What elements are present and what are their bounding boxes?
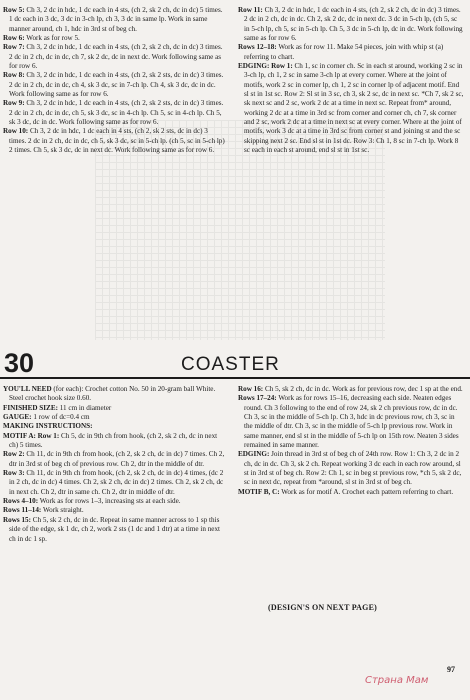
instruction-label: MOTIF A: Row 1: <box>3 431 60 440</box>
instruction-text: Work straight. <box>41 506 84 515</box>
instruction-paragraph <box>3 506 226 515</box>
instruction-paragraph <box>3 34 226 43</box>
instruction-label: Rows 11–14: <box>3 506 42 515</box>
instructions-column-bottom-left <box>3 385 226 544</box>
instructions-column-top-left <box>3 6 226 156</box>
instruction-paragraph <box>3 469 226 497</box>
instruction-paragraph <box>3 497 226 506</box>
pattern-number: 30 <box>4 348 35 378</box>
instruction-paragraph <box>238 450 464 487</box>
instruction-paragraph <box>238 488 464 497</box>
instruction-label: Rows 12–18: <box>238 43 277 52</box>
instruction-paragraph <box>3 43 226 71</box>
instruction-paragraph <box>3 404 226 413</box>
instruction-label: Rows 15: <box>3 515 31 524</box>
instructions-column-top-right <box>238 6 464 156</box>
instruction-text: Ch 3, 2 dc in hdc, 1 dc each in 4 sts, (ch 2, sk 2 sts, dc in dc) 3 times. 2 dc in 2 ch, dc in dc, ch 4, sk 3 dc, sc in 7-ch lp. Ch 4, sk 3 dc, dc in dc. Work following same as for row 6. <box>9 71 224 99</box>
continued-note: (DESIGN'S ON NEXT PAGE) <box>268 603 377 612</box>
instruction-paragraph <box>238 394 464 450</box>
instruction-paragraph <box>238 62 464 155</box>
instruction-label: GAUGE: <box>3 413 32 422</box>
instruction-paragraph <box>3 432 226 451</box>
instruction-text: Work as for row 5. <box>24 34 80 43</box>
instruction-paragraph <box>3 422 226 431</box>
instruction-label: EDGING: <box>238 450 270 459</box>
instruction-label: Row 2: <box>3 450 25 459</box>
instruction-label: Row 7: <box>3 43 25 52</box>
instruction-text: 11 cm in diameter <box>57 403 112 412</box>
instruction-text: Ch 3, 2 dc in hdc, 1 dc each in 4 sts, (ch 2, sk 2 ch, dc in dc) 3 times. 2 dc in 2 ch, dc in dc, ch 7, sk 2 dc, dc in next dc. Work following same as for row 6. <box>9 43 223 71</box>
instructions-column-bottom-right <box>238 385 464 497</box>
instruction-label: EDGING: Row 1: <box>238 62 293 71</box>
instruction-text: Join thread in 3rd st of beg ch of 24th row. Row 1: Ch 3, 2 dc in 2 ch, dc in dc. Ch 3, sk 2 ch. Repeat working 3 dc each in each row around, sl st in 3rd st of beg ch. Row 2: Ch 1, sc in beg st previous row, *ch 5, sk 2 dc, sc in next dc, repeat from *around, sl st in 3rd st of beg ch. <box>244 450 462 487</box>
instruction-text: Ch 3, 2 dc in hdc, 1 dc each in 4 sts, (ch 2, sk 2 sts, dc in dc) 3 times. 2 dc in 2 ch, dc in dc, ch 5, sk 3 dc, sc in 4-ch lp. Ch 5, sc in 4-ch lp. Ch 5, sk 3 dc, dc in dc. Work following same as for row 6. <box>9 99 224 127</box>
instruction-paragraph <box>3 385 226 404</box>
instruction-label: Row 6: <box>3 34 25 43</box>
instruction-label: Row 16: <box>238 385 264 393</box>
instruction-label: Row 5: <box>3 6 25 14</box>
instruction-label: Row 9: <box>3 99 25 108</box>
instruction-text: 1 row of dc=0.4 cm <box>31 413 90 422</box>
instruction-text: Ch 5, sk 2 ch, dc in dc. Work as for previous row, dec 1 sp at the end. <box>263 385 463 393</box>
instruction-paragraph <box>3 6 226 34</box>
instruction-label: Rows 4–10: <box>3 497 39 506</box>
watermark-logo: Страна Мам <box>365 675 429 686</box>
instruction-label: MAKING INSTRUCTIONS: <box>3 422 93 431</box>
instruction-text: Ch 3, 2 dc in hdc, 1 dc each in 4 sts, (ch 2, sk 2 ch, dc in dc) 3 times. 2 dc in 2 ch, dc in dc. Ch 2, sk 2 dc, dc in next dc. 3 dc in 5-ch lp, (ch 5, sc in 5-ch lp, ch 5, sc in 5-ch lp. Ch 5, 3 dc in 5-ch lp, dc in dc. Work following same as for row 6. <box>244 6 463 43</box>
instruction-label: Row 10: <box>3 127 29 136</box>
instruction-paragraph <box>3 99 226 127</box>
instruction-label: Row 11: <box>238 6 263 14</box>
instruction-text: Ch 3, 2 dc in hdc, 1 dc each in 4 sts, (ch 2, sk 2 ch, dc in dc) 5 times. 1 dc each in 3 dc, 3 dc in 3-ch lp, ch 3, 3 dc in same lp. Work in same manner around, ch 1, hdc in 3rd st of beg ch. <box>9 6 223 33</box>
instruction-text: Work as for rows 1–3, increasing sts at each side. <box>38 497 181 506</box>
instruction-label: Rows 17–24: <box>238 394 277 403</box>
section-divider <box>0 377 470 379</box>
instruction-label: FINISHED SIZE: <box>3 403 58 412</box>
instruction-label: Row 3: <box>3 469 25 478</box>
instruction-text: Ch 11, dc in 9th ch from hook, (ch 2, sk 2 ch, dc in dc) 7 times. Ch 2, dtr in 3rd st of beg ch of previous row. Ch 2, dtr in the middle of dtr. <box>9 450 225 468</box>
instruction-text: (for each): Crochet cotton No. 50 in 20-gram ball White. Steel crochet hook size 0.60. <box>9 385 216 403</box>
instruction-paragraph <box>238 43 464 62</box>
instruction-paragraph <box>238 6 464 43</box>
instruction-paragraph <box>238 385 464 394</box>
instruction-text: Ch 1, sc in corner ch. Sc in each st around, working 2 sc in 3-ch lp, ch 1, 2 sc in same 3-ch lp at every corner. Where at the joint of motifs, work 2 sc in corner lp, ch 1, 2 sc in corner lp of adjacent motif. End sl st in 1st sc. Row 2: Sl st in 3 sc, ch 3, sk 2 sc, dc in next sc. *Ch 7, sk 2 sc, sk next sc and 2 sc, work 2 dc at a time in next sc. Repeat from* around, working 2 dc at a time in 3rd sc from corner and corner ch, ch 7, sk corner and 2 sc, work 2 dc at a time in next sc at every corner. Where at the joint of motifs, work 3 dc at a time in 3rd sc from corner st and joining st and the sc skipping next 2 sc. End sl st in 1st dc. Row 3: Ch 1, 8 sc in 7-ch lp. Work 8 sc each in each st around, end sl st in 1st sc. <box>244 62 464 155</box>
page-number: 97 <box>447 665 455 674</box>
instruction-paragraph <box>3 71 226 99</box>
instruction-label: YOU'LL NEED <box>3 385 52 393</box>
instruction-text: Work as for motif A. Crochet each pattern referring to chart. <box>279 487 454 496</box>
instruction-paragraph <box>3 516 226 544</box>
instruction-paragraph <box>3 450 226 469</box>
instruction-label: Row 8: <box>3 71 25 80</box>
instruction-text: Ch 5, sk 2 ch, dc in dc. Repeat in same manner across to 1 sp this side of the edge, sk 1 dc, ch 2, work 2 sts (1 dc and 1 dtr) at a time in next ch in dc 1 sp. <box>9 515 220 543</box>
instruction-label: MOTIF B, C: <box>238 487 280 496</box>
instruction-text: Work as for row 11. Make 54 pieces, join with whip st (a) referring to chart. <box>244 43 444 61</box>
instruction-text: Ch 11, dc in 9th ch from hook, (ch 2, sk 2 ch, dc in dc) 4 times, (dc 2 in 2 ch, dc in dc) 4 times. Ch 2, sk 2 ch, dc in dc) 2 times. Ch 2, sk 2 ch, dc in next ch. Ch 2, dtr in same ch. Ch 2, dtr in middle of dtr. <box>9 469 224 496</box>
instruction-paragraph <box>3 413 226 422</box>
instruction-text: Work as for rows 15–16, decreasing each side. Neaten edges round. Ch 3 following to the end of row 24, sk 2 ch previous row, dc in dc. Ch 3, sc in the middle of 5-ch lp. Ch 3, hdc in dc previous row, ch 3, sc in the middle of dtr. Ch 3, sc in the middle of 5-ch lp previous row. Work in same manner, end sl st in the middle of 5-ch lp on 15th row. Neaten 3 sides remained in same manner. <box>244 394 459 450</box>
instruction-paragraph <box>3 127 226 155</box>
instruction-text: Ch 5, dc in 9th ch from hook, (ch 2, sk 2 ch, dc in next ch) 5 times. <box>9 431 218 450</box>
pattern-title: COASTER <box>181 354 280 375</box>
instruction-text: Ch 3, 2 dc in hdc, 1 dc each in 4 sts, (ch 2, sk 2 sts, dc in dc) 3 times. 2 dc in 2 ch, dc in dc, ch 5, sk 3 dc, sc in 5-ch lp. (ch 5, sc in 5-ch lp) 2 times. Ch 5, sk 3 dc, dc in next dc. Work following same as for row 6. <box>9 127 225 155</box>
